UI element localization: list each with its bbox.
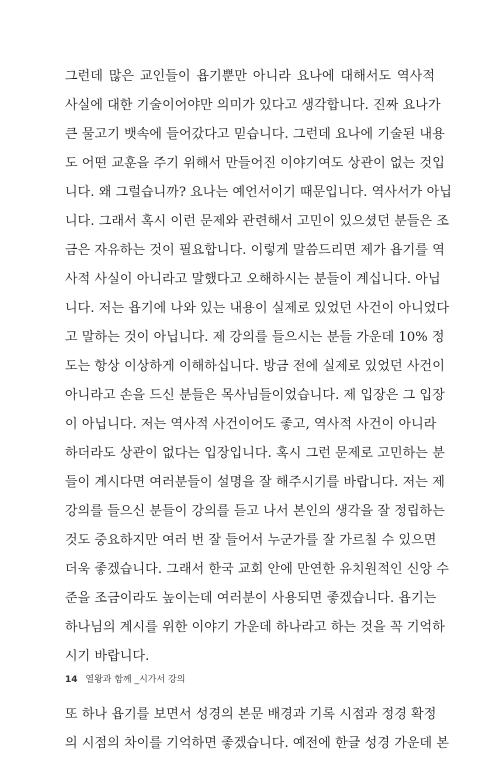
text-line: 또 하나 욥기를 보면서 성경의 본문 배경과 기록 시점과 정경 확정 (65, 707, 437, 722)
page-number: 14 (65, 675, 78, 685)
text-line: 의 시점의 차이를 기억하면 좋겠습니다. 예전에 한글 성경 가운데 본 (65, 736, 450, 751)
text-line: 도는 항상 이상하게 이해하십니다. 방금 전에 실제로 있었던 사건이 (65, 359, 445, 374)
text-line: 금은 자유하는 것이 필요합니다. 이렇게 말씀드리면 제가 욥기를 역 (65, 243, 445, 258)
text-line: 니다. 저는 욥기에 나와 있는 내용이 실제로 있었던 사건이 아니었다 (65, 301, 450, 316)
text-line: 것도 중요하지만 여러 번 잘 들어서 누군가를 잘 가르칠 수 있으면 (65, 533, 437, 548)
text-line: 준을 조금이라도 높이는데 여러분이 사용되면 좋겠습니다. 욥기는 (65, 591, 437, 606)
text-line: 강의를 들으신 분들이 강의를 듣고 나서 본인의 생각을 잘 정립하는 (65, 504, 445, 519)
text-line: 고 말하는 것이 아닙니다. 제 강의를 들으시는 분들 가운데 10% 정 (65, 330, 445, 345)
text-line: 더욱 좋겠습니다. 그래서 한국 교회 안에 만연한 유치원적인 신앙 수 (65, 562, 450, 577)
text-line: 니다. 그래서 혹시 이런 문제와 관련해서 고민이 있으셨던 분들은 조 (65, 214, 450, 229)
text-line: 하나님의 계시를 위한 이야기 가운데 하나라고 하는 것을 꼭 기억하 (65, 620, 445, 635)
text-line: 도 어떤 교훈을 주기 위해서 만들어진 이야기여도 상관이 없는 것입 (65, 156, 445, 171)
text-line: 그런데 많은 교인들이 욥기뿐만 아니라 요나에 대해서도 역사적 (65, 69, 435, 84)
text-line: 들이 계시다면 여러분들이 설명을 잘 해주시기를 바랍니다. 저는 제 (65, 475, 445, 490)
running-title: 열왕과 함께 _시가서 강의 (85, 675, 186, 685)
text-line: 사적 사실이 아니라고 말했다고 오해하시는 분들이 계십니다. 아닙 (65, 272, 441, 287)
body-text (65, 62, 452, 758)
text-line: 아니라고 손을 드신 분들은 목사님들이었습니다. 제 입장은 그 입장 (65, 388, 445, 403)
text-line: 니다. 왜 그럴습니까? 요나는 예언서이기 때문입니다. 역사서가 아닙 (65, 185, 452, 200)
text-line: 사실에 대한 기술이어야만 의미가 있다고 생각합니다. 진짜 요나가 (65, 98, 441, 113)
text-line: 하더라도 상관이 없다는 입장입니다. 혹시 그런 문제로 고민하는 분 (65, 446, 445, 461)
paragraph (65, 62, 452, 671)
text-line: 이 아닙니다. 저는 역사적 사건이어도 좋고, 역사적 사건이 아니라 (65, 417, 437, 432)
text-line: 큰 물고기 뱃속에 들어갔다고 믿습니다. 그런데 요나에 기술된 내용 (65, 127, 445, 142)
page-footer (65, 672, 185, 685)
paragraph (65, 700, 450, 758)
text-line: 시기 바랍니다. (65, 649, 150, 664)
